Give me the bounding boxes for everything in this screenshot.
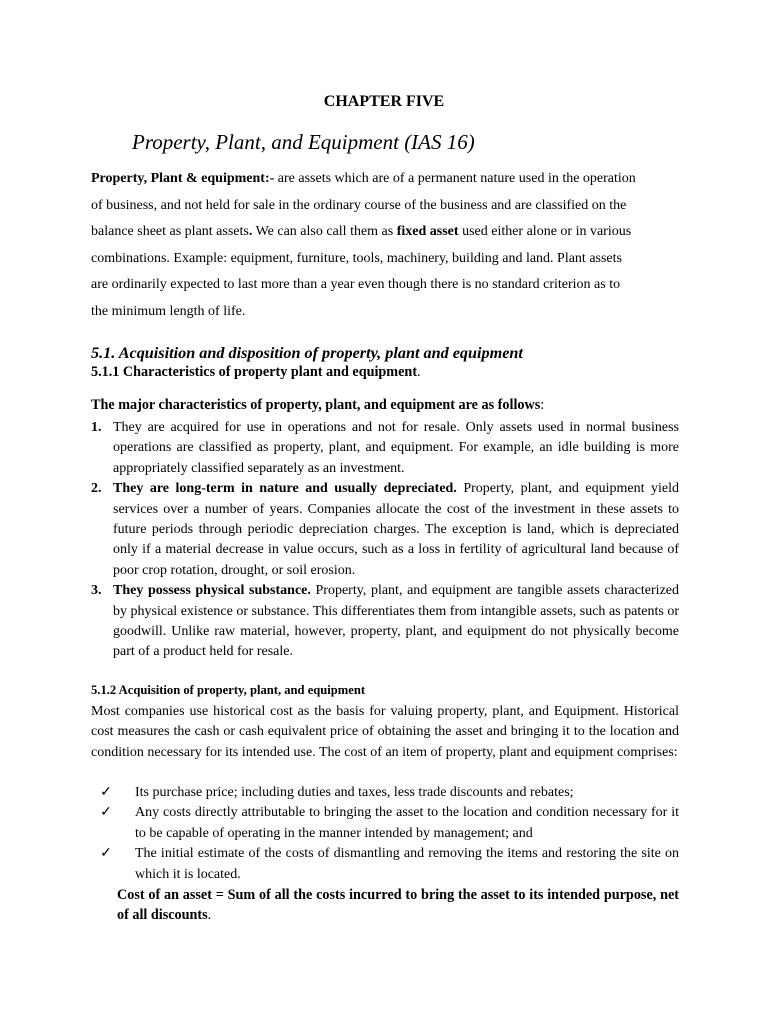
fixed-asset-term: fixed asset [396, 224, 459, 240]
intro-line: combinations. Example: equipment, furniture, tools, machinery, building and land. Plant assets [91, 250, 622, 266]
list-item: ✓ Its purchase price; including duties and taxes, less trade discounts and rebates; [99, 783, 679, 803]
list-item-lead: They possess physical substance. [113, 583, 311, 599]
intro-line: Property, Plant & equipment:- are assets which are of a permanent nature used in the operation [91, 171, 636, 186]
list-item-lead: They are long-term in nature and usually depreciated. [113, 481, 457, 497]
list-item: ✓ Any costs directly attributable to bringing the asset to the location and condition necessary for it to be capable of operating in the manner intended by management; and [100, 805, 679, 841]
intro-paragraph [91, 166, 679, 326]
intro-line: of business, and not held for sale in the ordinary course of the business and are classified on the [91, 197, 627, 213]
characteristics-list [91, 418, 679, 663]
list-number: 2. [91, 481, 102, 497]
chapter-title: Property, Plant, and Equipment (IAS 16) [132, 130, 475, 154]
section-5-1-2-heading: 5.1.2 Acquisition of property, plant, and equipment [91, 683, 366, 697]
list-item: ✓ The initial estimate of the costs of dismantling and removing the items and restoring the site on which it is located. [100, 846, 679, 882]
cost-formula: Cost of an asset = Sum of all the costs incurred to bring the asset to its intended purpose, net of all discounts. [117, 887, 679, 924]
chapter-heading: CHAPTER FIVE [323, 93, 445, 110]
checkmark-icon: ✓ [100, 846, 112, 862]
intro-line: balance sheet as plant assets. We can also call them as fixed asset used either alone or in various [91, 224, 632, 240]
major-characteristics-heading: The major characteristics of property, plant, and equipment are as follows: [91, 397, 545, 413]
checkmark-icon: ✓ [100, 785, 112, 800]
list-item: 2. They are long-term in nature and usually depreciated. Property, plant, and equipment yield services over a number of years. Companies allocate the cost of the investment in these assets to future periods through periodic depreciation charges. The exception is land, which is depreciated only if a material decrease in value occurs, such as a loss in fertility of agricultural land because of poor crop rotation, drought, or soil erosion. [91, 481, 679, 578]
intro-line: the minimum length of life. [91, 303, 246, 319]
intro-term: Property, Plant & equipment:- [91, 171, 275, 186]
section-5-1-1-heading: 5.1.1 Characteristics of property plant and equipment. [91, 364, 421, 380]
list-number: 3. [91, 583, 102, 599]
section-5-1-heading: 5.1. Acquisition and disposition of property, plant and equipment [91, 344, 523, 362]
section-5-1-2-paragraph: Most companies use historical cost as the basis for valuing property, plant, and Equipment. Historical cost measures the cash or cash equivalent price of obtaining the asset and bringing it to the location and condition necessary for its intended use. The cost of an item of property, plant and equipment comprises: [91, 704, 679, 760]
list-item: 1. They are acquired for use in operations and not for resale. Only assets used in normal business operations are classified as property, plant, and equipment. For example, an idle building is more appropriately classified separately as an investment. [91, 420, 679, 476]
cost-components-list [99, 783, 679, 885]
list-number: 1. [91, 420, 102, 435]
intro-line: are ordinarily expected to last more than a year even though there is no standard criterion as to [91, 277, 621, 293]
checkmark-icon: ✓ [100, 805, 112, 821]
list-item: 3. They possess physical substance. Property, plant, and equipment are tangible assets characterized by physical existence or substance. This differentiates them from intangible assets, such as patents or goodwill. Unlike raw material, however, property, plant, and equipment do not physically become part of a product held for resale. [91, 583, 679, 660]
